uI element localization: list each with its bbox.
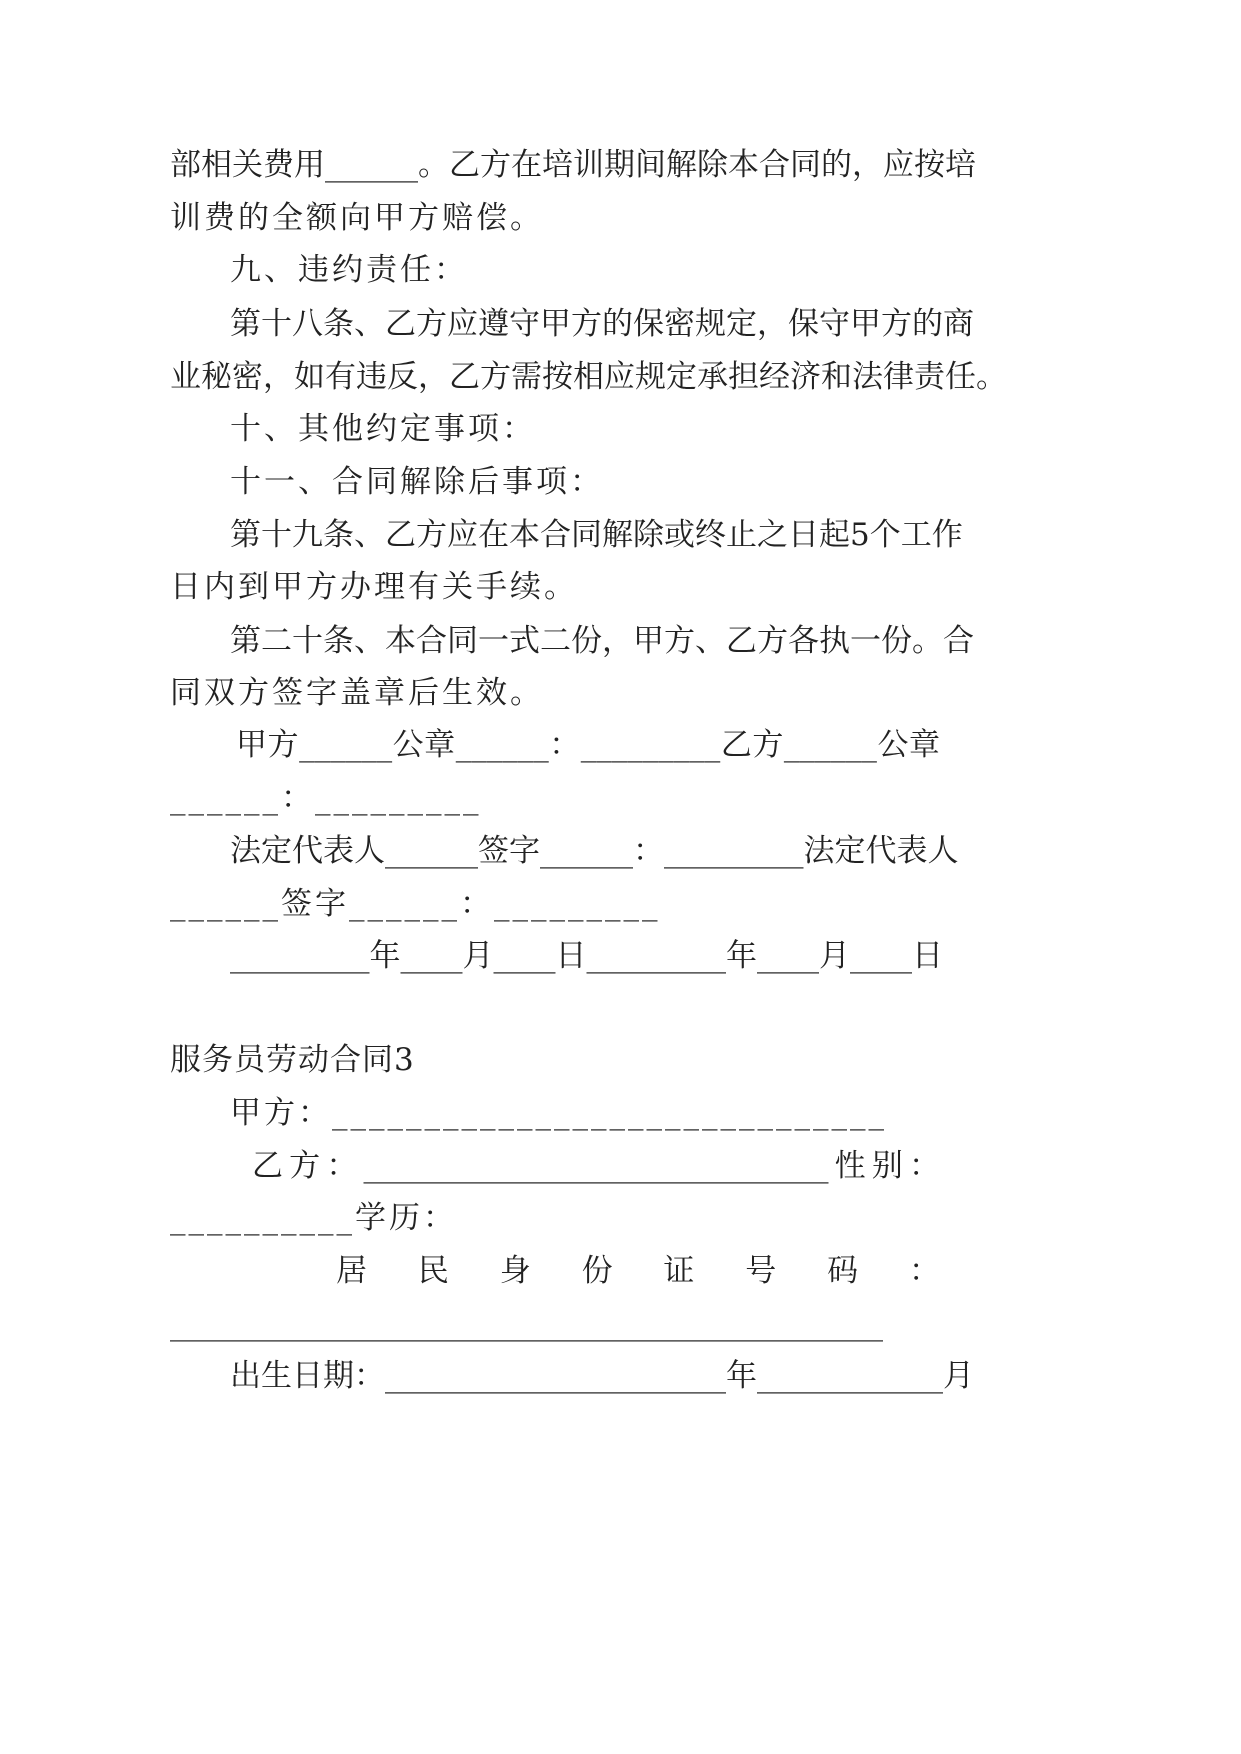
date-line: _________年____月____日_________年____月____日 [230,938,943,974]
signature-line: ______签字______：_________ [170,886,661,922]
paragraph-line: 部相关费用______。乙方在培训期间解除本合同的，应按培 [170,147,976,183]
education-field: __________学历： [170,1200,457,1236]
section-heading: 十一、合同解除后事项： [230,464,604,500]
paragraph-line: 第十九条、乙方应在本合同解除或终止之日起5个工作 [230,517,963,553]
party-b-gender-field: 乙方：______________________________性别： [252,1148,940,1184]
party-a-field: 甲方：______________________________ [230,1095,887,1131]
signature-line: 甲方______公章______：_________乙方______公章 [236,727,940,763]
id-number-blank: ______________________________________________ [170,1306,883,1342]
id-number-label: 居民身份证号码： [336,1253,940,1289]
section-heading: 十、其他约定事项： [230,411,536,447]
paragraph-line: 日内到甲方办理有关手续。 [170,569,578,605]
paragraph-line: 第二十条、本合同一式二份，甲方、乙方各执一份。合 [230,623,974,659]
paragraph-line: 业秘密，如有违反，乙方需按相应规定承担经济和法律责任。 [170,359,1007,395]
signature-line: 法定代表人______签字______：_________法定代表人 [230,833,959,869]
paragraph-line: 同双方签字盖章后生效。 [170,675,544,711]
section-heading: 九、违约责任： [230,252,468,288]
contract-title: 服务员劳动合同3 [170,1042,415,1078]
birth-date-field: 出生日期：______________________年____________月 [230,1358,974,1394]
signature-line: ______：_________ [170,780,482,816]
paragraph-line: 第十八条、乙方应遵守甲方的保密规定，保守甲方的商 [230,306,974,342]
paragraph-line: 训费的全额向甲方赔偿。 [170,200,544,236]
